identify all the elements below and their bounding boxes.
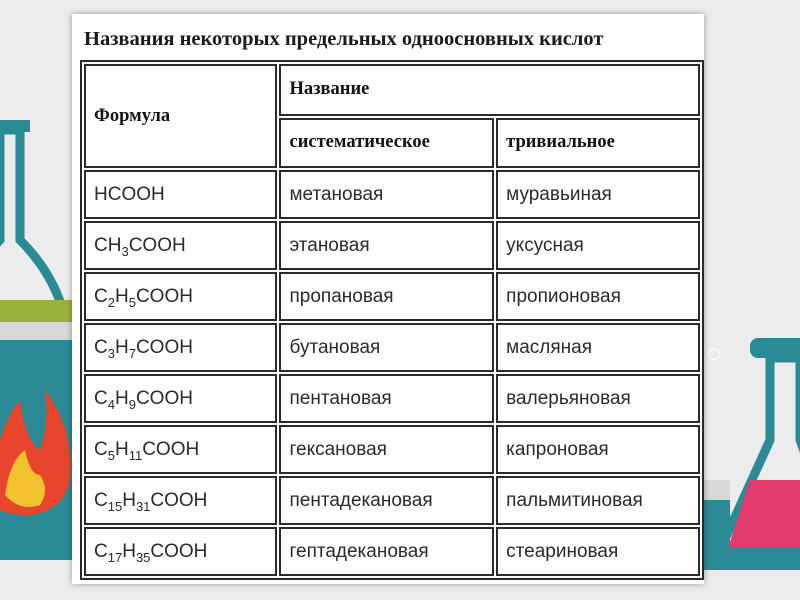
header-trivial: тривиальное	[496, 118, 700, 169]
trivial-name-cell: муравьиная	[496, 170, 700, 219]
table-row	[84, 323, 700, 372]
formula-cell	[84, 170, 277, 219]
acids-card	[72, 14, 704, 584]
formula-subscript: 3	[107, 345, 115, 361]
formula-subscript: 17	[107, 549, 123, 565]
formula-cell	[84, 221, 277, 270]
formula-subscript: 15	[107, 498, 123, 514]
formula-cell	[84, 374, 277, 423]
systematic-name-cell: этановая	[279, 221, 494, 270]
formula-subscript: 9	[128, 396, 136, 412]
formula-subscript: 7	[128, 345, 136, 361]
systematic-name-cell: гексановая	[279, 425, 494, 474]
trivial-name-cell: капроновая	[496, 425, 700, 474]
formula-element: COOH	[150, 489, 208, 511]
table-row	[84, 221, 700, 270]
table-row	[84, 170, 700, 219]
table-body	[84, 170, 700, 576]
formula-element: COOH	[150, 540, 208, 562]
trivial-name-cell: пропионовая	[496, 272, 700, 321]
systematic-name-cell: пентадекановая	[279, 476, 494, 525]
formula-cell	[84, 272, 277, 321]
formula-element: C	[94, 285, 108, 307]
header-name: Название	[279, 64, 700, 116]
formula-cell	[84, 476, 277, 525]
formula-element: COOH	[135, 387, 193, 409]
formula-cell	[84, 425, 277, 474]
formula-element: COOH	[135, 336, 193, 358]
formula-element: H	[114, 336, 129, 358]
trivial-name-cell: пальмитиновая	[496, 476, 700, 525]
table-row	[84, 425, 700, 474]
trivial-name-cell: уксусная	[496, 221, 700, 270]
formula-element: COOH	[142, 438, 200, 460]
formula-element: H	[122, 540, 136, 562]
formula-element: H	[114, 438, 129, 460]
formula-element: HCOOH	[94, 183, 165, 205]
formula-subscript: 11	[128, 447, 143, 463]
formula-subscript: 5	[107, 447, 115, 463]
acids-table	[80, 60, 704, 580]
formula-element: CH	[94, 234, 122, 256]
formula-subscript: 35	[135, 549, 151, 565]
formula-element: C	[94, 438, 108, 460]
table-row	[84, 374, 700, 423]
table-row	[84, 272, 700, 321]
trivial-name-cell: стеариновая	[496, 527, 700, 576]
header-formula: Формула	[84, 64, 277, 168]
trivial-name-cell: масляная	[496, 323, 700, 372]
formula-element: H	[114, 387, 129, 409]
formula-element: H	[122, 489, 136, 511]
table-title: Названия некоторых предельных одноосновных кислот	[84, 28, 604, 50]
formula-element: H	[114, 285, 129, 307]
formula-subscript: 5	[128, 294, 136, 310]
formula-element: COOH	[135, 285, 193, 307]
formula-cell	[84, 323, 277, 372]
systematic-name-cell: пропановая	[279, 272, 494, 321]
formula-cell	[84, 527, 277, 576]
formula-subscript: 2	[107, 294, 115, 310]
formula-element: COOH	[128, 234, 186, 256]
formula-element: C	[94, 489, 108, 511]
table-row	[84, 476, 700, 525]
systematic-name-cell: пентановая	[279, 374, 494, 423]
systematic-name-cell: гептадекановая	[279, 527, 494, 576]
trivial-name-cell: валерьяновая	[496, 374, 700, 423]
systematic-name-cell: бутановая	[279, 323, 494, 372]
systematic-name-cell: метановая	[279, 170, 494, 219]
formula-element: C	[94, 387, 108, 409]
formula-element: C	[94, 336, 108, 358]
formula-element: C	[94, 540, 108, 562]
circle-dot-icon	[708, 348, 720, 360]
formula-subscript: 4	[107, 396, 115, 412]
formula-subscript: 3	[121, 243, 129, 259]
header-systematic: систематическое	[279, 118, 494, 169]
formula-subscript: 31	[135, 498, 151, 514]
table-row	[84, 527, 700, 576]
